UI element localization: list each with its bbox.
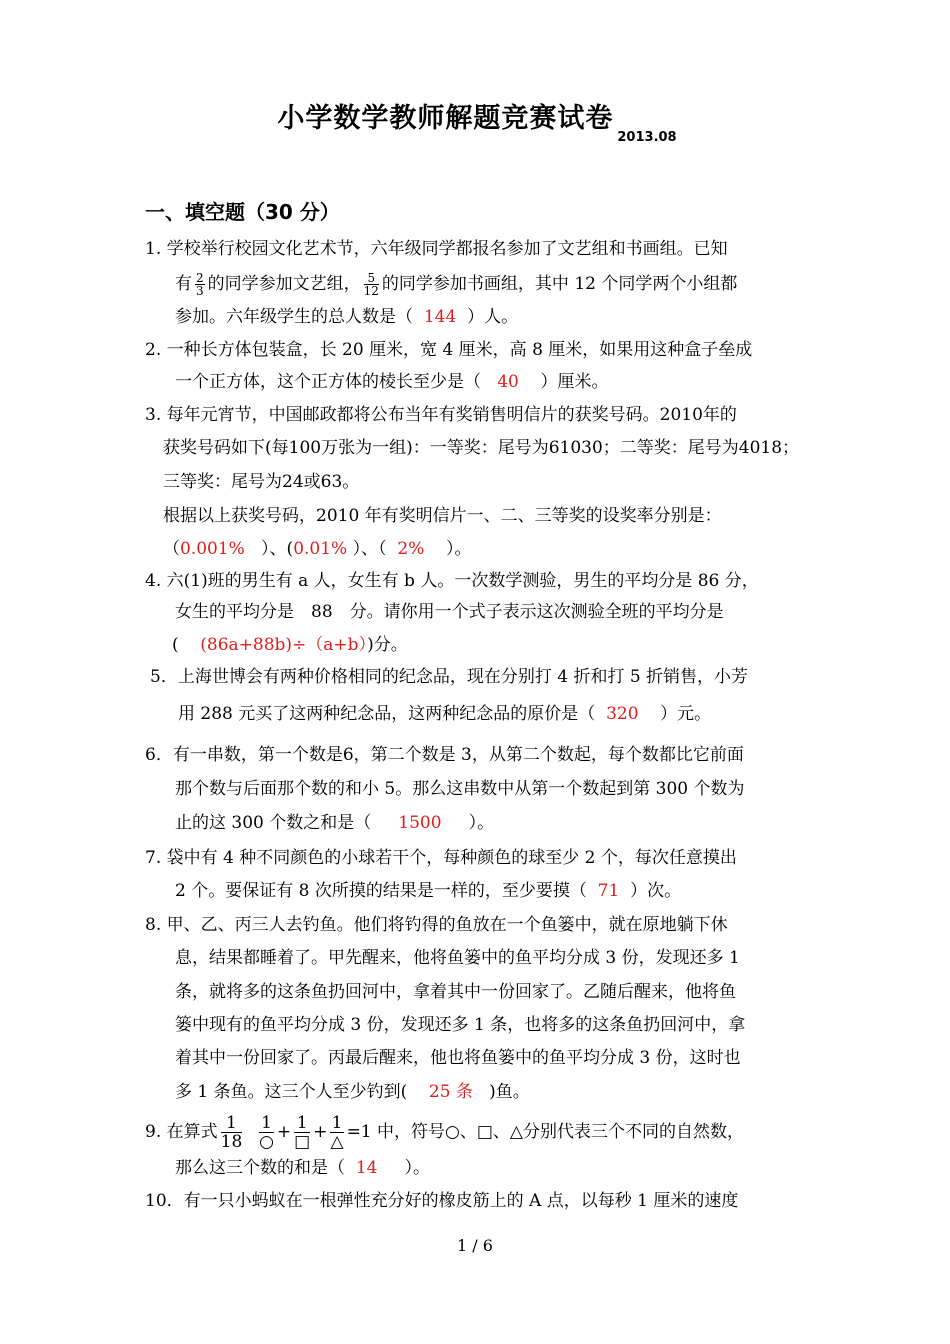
q5-line-1: 5．上海世博会有两种价格相同的纪念品，现在分别打 4 折和打 5 折销售，小芳: [150, 667, 749, 687]
q9-fraction-1-num: 1: [221, 1114, 243, 1133]
q9-fraction-3-num: 1: [294, 1114, 310, 1133]
q1-fraction-1-num: 2: [196, 271, 204, 285]
q4-line-3: [172, 633, 408, 657]
q7-answer: 71: [597, 881, 620, 901]
q7-line-1: 7. 袋中有 4 种不同颜色的小球若干个，每种颜色的球至少 2 个，每次任意摸出: [145, 848, 737, 868]
q3-line-1: 3. 每年元宵节，中国邮政都将公布当年有奖销售明信片的获奖号码。2010年的: [145, 405, 737, 425]
q3-answer-1: 0.001%: [180, 539, 245, 559]
section-heading: 一、填空题（30 分）: [145, 200, 340, 224]
q3-paren-2: ）、(: [261, 539, 294, 559]
q8-line-4: 篓中现有的鱼平均分成 3 份，发现还多 1 条，也将多的这条鱼扔回河中，拿: [175, 1015, 746, 1035]
q9-fraction-1: [221, 1114, 243, 1151]
q9-line-1: [145, 1112, 744, 1152]
q2-answer: 40: [497, 372, 519, 392]
q7-line-2: [175, 879, 681, 903]
q5-answer: 320: [606, 704, 639, 724]
q4-text-b: )分。: [367, 635, 408, 655]
q9-answer: 14: [355, 1158, 378, 1178]
q5-text-b: ）元。: [660, 704, 712, 724]
q3-answer-3: 2%: [397, 539, 425, 559]
q9-fraction-3-den: □: [294, 1132, 311, 1152]
q9-fraction-2: [259, 1114, 274, 1151]
q3-paren-4: ）。: [446, 539, 472, 559]
q7-text-a: 2 个。要保证有 8 次所摸的结果是一样的，至少要摸（: [175, 881, 587, 901]
title-text: 小学数学教师解题竞赛试卷: [277, 103, 614, 134]
q3-line-3: 三等奖：尾号为24或63。: [163, 472, 360, 492]
q1-fraction-1: [195, 272, 205, 297]
q8-line-2: 息，结果都睡着了。甲先醒来，他将鱼篓中的鱼平均分成 3 份，发现还多 1: [175, 948, 740, 968]
q1-fraction-2-den: 12: [363, 284, 379, 298]
q9-fraction-4-num: 1: [331, 1113, 343, 1133]
q9-text-d: ）。: [404, 1158, 430, 1178]
q1-fraction-2: [364, 272, 379, 297]
page-number: 1 / 6: [457, 1236, 493, 1255]
q5-text-a: 用 288 元买了这两种纪念品，这两种纪念品的原价是（: [178, 704, 596, 724]
q9-fraction-4-den: △: [330, 1132, 344, 1152]
q4-line-2: 女生的平均分是 88 分。请你用一个式子表示这次测验全班的平均分是: [175, 602, 724, 622]
q1-line-2: [175, 272, 737, 297]
q8-text-b: )鱼。: [489, 1082, 530, 1102]
q7-text-b: ）次。: [630, 881, 682, 901]
q1-line-1: 1. 学校举行校园文化艺术节，六年级同学都报名参加了文艺组和书画组。已知: [145, 239, 728, 259]
q1-text-d: 参加。六年级学生的总人数是（: [175, 307, 413, 327]
q9-fraction-3: [294, 1114, 310, 1151]
q3-line-5: [163, 537, 472, 561]
q1-text-a: 有: [175, 274, 192, 294]
q1-text-c: 的同学参加书画组，其中 12 个同学两个小组都: [381, 274, 738, 294]
q6-text-a: 止的这 300 个数之和是（: [175, 813, 372, 833]
q9-line-2: [175, 1156, 430, 1180]
q3-line-2: 获奖号码如下(每100万张为一组)：一等奖：尾号为61030；二等奖：尾号为4018；: [163, 438, 800, 458]
q1-fraction-1-den: 3: [196, 284, 204, 298]
q5-line-2: [178, 702, 711, 726]
q2-line-1: 2. 一种长方体包装盒，长 20 厘米，宽 4 厘米，高 8 厘米，如果用这种盒子垒成: [145, 340, 753, 360]
q8-line-3: 条，就将多的这条鱼扔回河中，拿着其中一份回家了。乙随后醒来，他将鱼: [175, 982, 736, 1002]
q1-text-e: ）人。: [467, 307, 519, 327]
q1-answer: 144: [423, 307, 457, 327]
q3-line-4: 根据以上获奖号码，2010 年有奖明信片一、二、三等奖的设奖率分别是：: [163, 506, 722, 526]
q6-line-2: 那个数与后面那个数的和小 5。那么这串数中从第一个数起到第 300 个数为: [175, 779, 745, 799]
q8-line-6: [175, 1080, 530, 1104]
q6-line-3: [175, 811, 494, 835]
q9-fraction-2-num: 1: [259, 1114, 274, 1133]
q9-text-b: =1 中，符号○、□、△分别代表三个不同的自然数，: [346, 1122, 744, 1142]
q2-text-a: 一个正方体，这个正方体的棱长至少是（: [175, 372, 481, 392]
q8-text-a: 多 1 条鱼。这三个人至少钓到(: [175, 1082, 408, 1102]
q6-line-1: 6．有一串数，第一个数是6，第二个数是 3，从第二个数起，每个数都比它前面: [145, 745, 744, 765]
q4-answer: (86a+88b)÷（a+b）: [200, 635, 368, 655]
q2-text-b: ）厘米。: [540, 372, 609, 392]
q9-fraction-1-den: 18: [220, 1132, 243, 1152]
q4-line-1: 4. 六(1)班的男生有 a 人，女生有 b 人。一次数学测验，男生的平均分是 86 分，: [145, 571, 759, 591]
q3-paren-1: （: [163, 539, 180, 559]
q9-plus-2: +: [313, 1122, 328, 1142]
q2-line-2: [175, 370, 608, 394]
q1-line-3: [175, 305, 518, 329]
q3-paren-3: ）、（: [352, 539, 387, 559]
q1-fraction-2-num: 5: [364, 272, 379, 285]
page-title: [0, 96, 950, 145]
q3-answer-2: 0.01%: [293, 539, 348, 559]
q8-answer: 25 条: [428, 1082, 473, 1102]
q9-text-a: 9. 在算式: [145, 1122, 218, 1142]
q10-line-1: 10．有一只小蚂蚁在一根弹性充分好的橡皮筋上的 A 点，以每秒 1 厘米的速度: [145, 1191, 739, 1211]
q9-plus-1: +: [276, 1122, 292, 1142]
q9-fraction-4: [330, 1114, 343, 1151]
exam-date: 2013.08: [617, 130, 677, 145]
q1-text-b: 的同学参加文艺组，: [207, 274, 361, 294]
q9-fraction-2-den: ○: [259, 1132, 274, 1152]
q8-line-5: 着其中一份回家了。丙最后醒来，他也将鱼篓中的鱼平均分成 3 份，这时也: [175, 1048, 741, 1068]
q9-text-c: 那么这三个数的和是（: [175, 1158, 345, 1178]
q4-text-a: (: [172, 635, 179, 655]
q6-answer: 1500: [398, 813, 442, 833]
q6-text-b: ）。: [468, 813, 495, 833]
q8-line-1: 8. 甲、乙、丙三人去钓鱼。他们将钓得的鱼放在一个鱼篓中，就在原地躺下休: [145, 915, 728, 935]
